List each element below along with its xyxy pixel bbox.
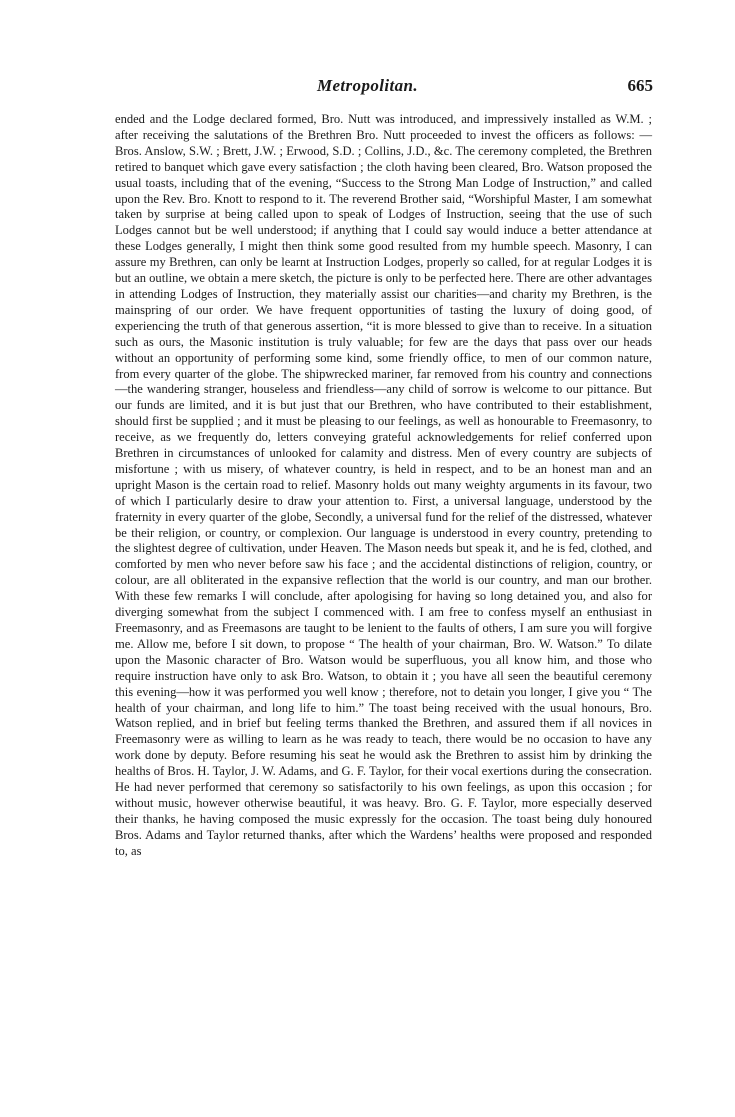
running-title: Metropolitan. [316, 76, 419, 95]
page-number: 665 [627, 76, 653, 95]
body-paragraph: ended and the Lodge declared formed, Bro. Nutt was introduced, and impressively installed as W.M. ; after receiving the salutations of the Brethren Bro. Nutt proceeded to invest the officers as follows: — Bros. Anslow, S.W. ; Brett, J.W. ; Erwood, S.D. ; Collins, J.D., &c. The ceremony completed, the Brethren retired to banquet which gave every satisfaction ; the cloth having been cleared, Bro. Watson proposed the usual toasts, including that of the evening, “Success to the Strong Man Lodge of Instruction,” and called upon the Rev. Bro. Knott to respond to it. The reverend Brother said, “Worshipful Master, I am somewhat taken by surprise at being called upon to speak of Lodges of Instruction, seeing that the use of such Lodges cannot but be well understood; if anything that I could say would induce a better attendance at these Lodges generally, I might then think some good resulted from my humble speech. Masonry, I can assure my Brethren, can only be learnt at Instruction Lodges, properly so called, for at regular Lodges it is but an outline, we obtain a mere sketch, the picture is only to be perfected here. There are other advantages in attending Lodges of Instruction, they materially assist our charities—and charity my Brethren, is the mainspring of our order. We have frequent opportunities of tasting the luxury of doing good, of experiencing the truth of that generous assertion, “it is more blessed to give than to receive. In a situation such as ours, the Masonic institution is truly valuable; for few are the days that pass over our heads without an opportunity of performing some kind, some friendly office, to men of our common nature, from every quarter of the globe. The shipwrecked mariner, far removed from his country and connections—the wandering stranger, houseless and friendless—any child of sorrow is welcome to our pittance. But our funds are limited, and it is but just that our Brethren, who have contributed to their establishment, should first be supplied ; and it must be pleasing to our feelings, as well as honourable to Freemasonry, to receive, as we frequently do, letters conveying grateful acknowledgements for relief conferred upon Brethren in circumstances of unlooked for calamity and distress. Men of every country are subjects of misfortune ; with us misery, of whatever country, is held in respect, and to be an honest man and an upright Mason is the certain road to relief. Masonry holds out many weighty arguments in its favour, two of which I particularly desire to draw your attention to. First, a universal language, understood by the fraternity in every quarter of the globe, Secondly, a universal fund for the relief of the distressed, whatever be their religion, or country, or complexion. Our language is understood in every country, pretending to the slightest degree of cultivation, under Heaven. The Mason needs but speak it, and he is fed, clothed, and comforted by men who never before saw his face ; and the accidental distinctions of religion, country, or colour, are all obliterated in the expansive reflection that the world is our country, and man our brother. With these few remarks I will conclude, after apologising for having so long detained you, and also for diverging somewhat from the subject I commenced with. I am free to confess myself an enthusiast in Freemasonry, and as Freemasons are taught to be lenient to the faults of others, I am sure you will forgive me. Allow me, before I sit down, to propose “ The health of your chairman, Bro. W. Watson.” To dilate upon the Masonic character of Bro. Watson would be superfluous, you all know him, and those who require instruction have only to ask Bro. Watson, to obtain it ; you have all seen the beautiful ceremony this evening—how it was performed you well know ; therefore, not to detain you longer, I give you “ The health of your chairman, and long life to him.” The toast being received with the usual honours, Bro. Watson replied, and in brief but feeling terms thanked the Brethren, and assured them if all novices in Freemasonry were as willing to learn as he was ready to teach, there would be no occasion to have any work done by deputy. Before resuming his seat he would ask the Brethren to assist him by drinking the healths of Bros. H. Taylor, J. W. Adams, and G. F. Taylor, for their vocal exertions during the consecration. He had never performed that ceremony so satisfactorily to his own feelings, as upon this occasion ; for without music, however otherwise beautiful, it was heavy. Bro. G. F. Taylor, more especially deserved their thanks, he having composed the music expressly for the occasion. The toast being duly honoured Bros. Adams and Taylor returned thanks, after which the Wardens’ healths were proposed and responded to, as [115, 112, 652, 858]
